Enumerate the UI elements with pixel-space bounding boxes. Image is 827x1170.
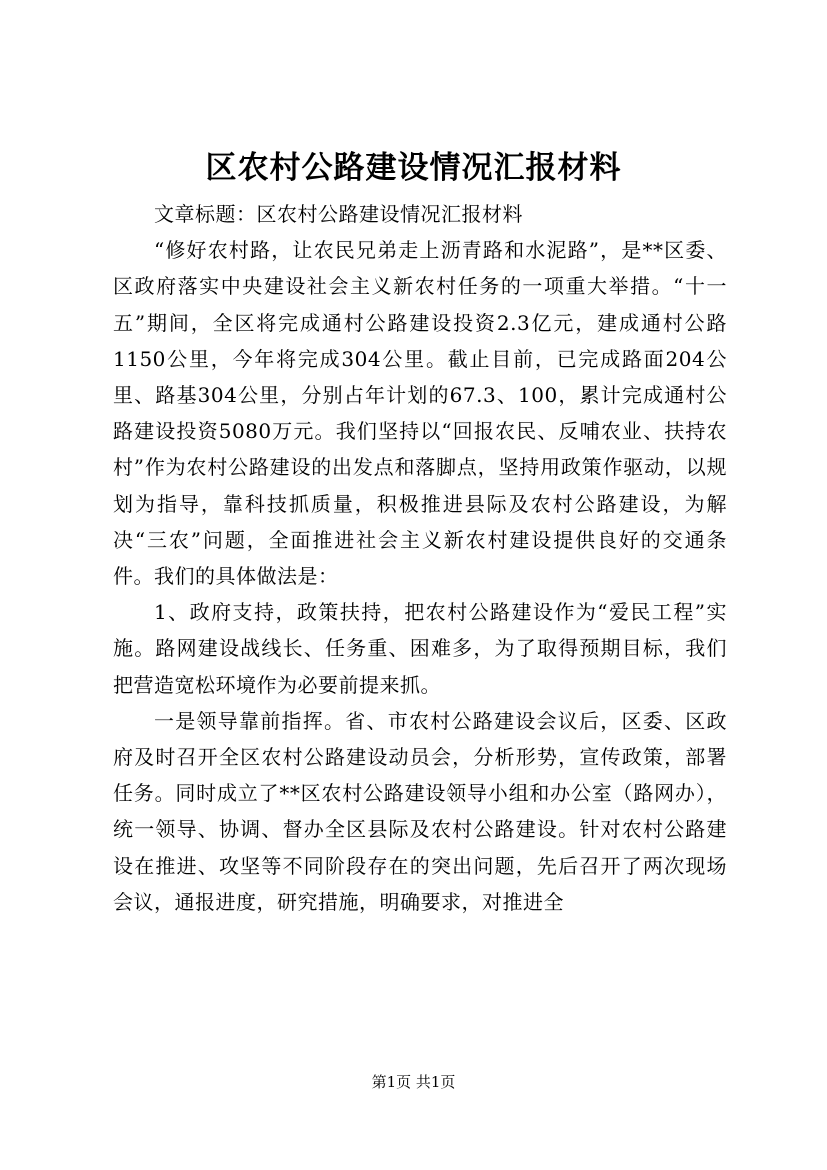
leadership-paragraph: 一是领导靠前指挥。省、市农村公路建设会议后，区委、区政府及时召开全区农村公路建设动员会，分析形势，宣传政策，部署任务。同时成立了**区农村公路建设领导小组和办公室（路网办），统一领导、协调、督办全区县际及农村公路建设。针对农村公路建设在推进、攻坚等不同阶段存在的突出问题，先后召开了两次现场会议，通报进度，研究措施，明确要求，对推进全: [113, 708, 727, 914]
section-1-paragraph: 1、政府支持，政策扶持，把农村公路建设作为“爱民工程”实施。路网建设战线长、任务重、困难多，为了取得预期目标，我们把营造宽松环境作为必要前提来抓。: [113, 600, 727, 697]
page-number-footer: 第1页 共1页: [371, 1073, 456, 1091]
intro-paragraph: “修好农村路，让农民兄弟走上沥青路和水泥路”，是**区委、区政府落实中央建设社会主义新农村任务的一项重大举措。“十一五”期间，全区将完成通村公路建设投资2.3亿元，建成通村公路1150公里，今年将完成304公里。截止目前，已完成路面204公里、路基304公里，分别占年计划的67.3、100，累计完成通村公路建设投资5080万元。我们坚持以“回报农民、反哺农业、扶持农村”作为农村公路建设的出发点和落脚点，坚持用政策作驱动，以规划为指导，靠科技抓质量，积极推进县际及农村公路建设，为解决“三农”问题，全面推进社会主义新农村建设提供良好的交通条件。我们的具体做法是：: [113, 238, 727, 589]
document-title: 区农村公路建设情况汇报材料: [205, 150, 622, 186]
article-title-line: 文章标题：区农村公路建设情况汇报材料: [154, 202, 523, 226]
document-body: [113, 196, 727, 920]
